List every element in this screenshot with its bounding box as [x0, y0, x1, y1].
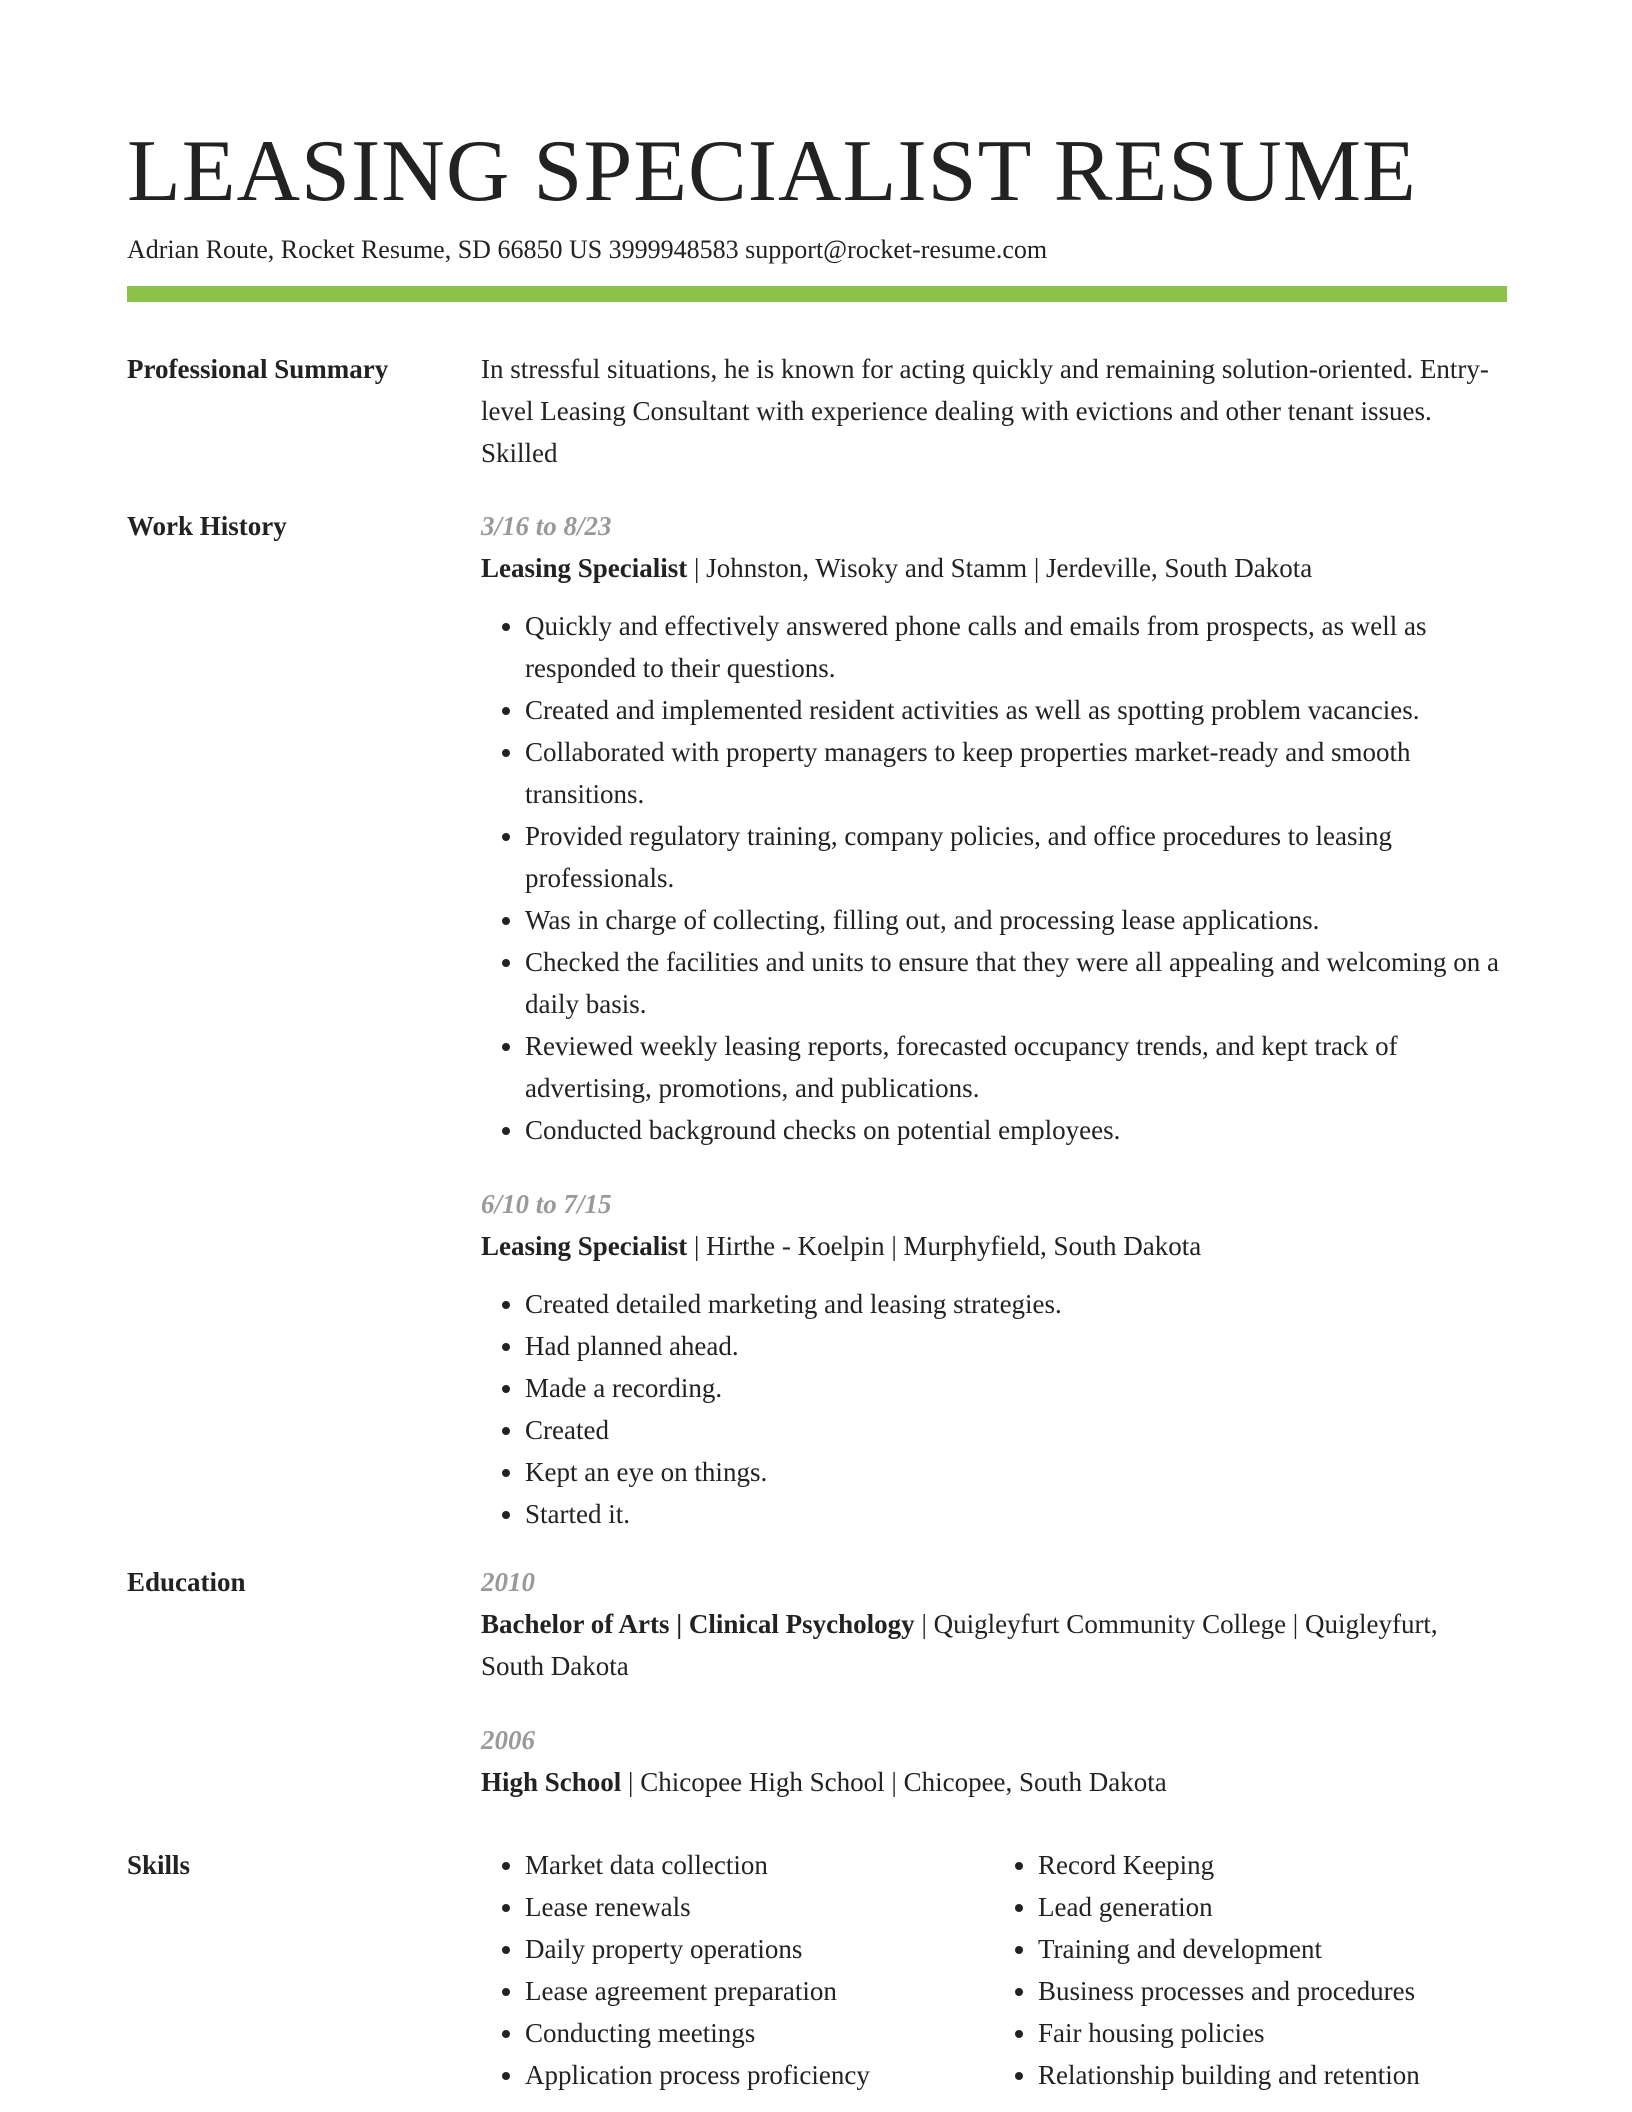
job-bullet: • Quickly and effectively answered phone calls and emails from prospects, as well as responded to their questions. — [525, 605, 1507, 689]
job-bullet: • Had planned ahead. — [525, 1325, 1507, 1367]
skill-item: • Market data collection — [525, 1844, 994, 1886]
job-bullet: • Created and implemented resident activities as well as spotting problem vacancies. — [525, 689, 1507, 731]
job-bullets — [481, 605, 1507, 1151]
job-bullet: • Checked the facilities and units to ensure that they were all appealing and welcoming on a daily basis. — [525, 941, 1507, 1025]
skill-item: • Relationship building and retention — [1038, 2054, 1507, 2096]
skill-item: • Lease agreement preparation — [525, 1970, 994, 2012]
work-history-body — [481, 505, 1507, 1535]
header-divider — [127, 286, 1507, 302]
education-line — [481, 1603, 1507, 1687]
contact-line: Adrian Route, Rocket Resume, SD 66850 US 3999948583 support@rocket-resume.com — [127, 235, 1048, 264]
skills-list-right — [994, 1844, 1507, 2096]
job-role-line — [481, 547, 1507, 589]
job-entry — [481, 1183, 1507, 1535]
job-dates: 6/10 to 7/15 — [481, 1189, 612, 1219]
summary-label: Professional Summary — [127, 354, 389, 384]
job-entry — [481, 505, 1507, 1151]
education-degree: High School — [481, 1767, 622, 1797]
work-history-label: Work History — [127, 511, 287, 541]
education-entry — [481, 1561, 1507, 1687]
education-entry — [481, 1719, 1507, 1803]
job-bullet: • Created detailed marketing and leasing strategies. — [525, 1283, 1507, 1325]
skill-item: • Lead generation — [1038, 1886, 1507, 1928]
education-year: 2006 — [481, 1725, 535, 1755]
job-bullets — [481, 1283, 1507, 1535]
job-bullet: • Started it. — [525, 1493, 1507, 1535]
job-bullet: • Created — [525, 1409, 1507, 1451]
skill-item: • Fair housing policies — [1038, 2012, 1507, 2054]
education-degree: Bachelor of Arts | Clinical Psychology — [481, 1609, 915, 1639]
skills-list-left — [481, 1844, 994, 2096]
job-bullet: • Made a recording. — [525, 1367, 1507, 1409]
skills-label: Skills — [127, 1850, 191, 1880]
skill-item: • Record Keeping — [1038, 1844, 1507, 1886]
job-title: Leasing Specialist — [481, 553, 688, 583]
skill-item: • Lease renewals — [525, 1886, 994, 1928]
education-year: 2010 — [481, 1567, 535, 1597]
skills-columns — [481, 1844, 1507, 2096]
skill-item: • Business processes and procedures — [1038, 1970, 1507, 2012]
education-details: | Quigleyfurt Community College | Quigleyfurt, South Dakota — [481, 1609, 1438, 1681]
education-body — [481, 1561, 1507, 1803]
job-bullet: • Reviewed weekly leasing reports, forecasted occupancy trends, and kept track of advertising, promotions, and publications. — [525, 1025, 1507, 1109]
job-bullet: • Was in charge of collecting, filling out, and processing lease applications. — [525, 899, 1507, 941]
job-bullet: • Collaborated with property managers to keep properties market-ready and smooth transitions. — [525, 731, 1507, 815]
job-dates: 3/16 to 8/23 — [481, 511, 612, 541]
job-details: | Hirthe - Koelpin | Murphyfield, South Dakota — [687, 1231, 1202, 1261]
resume-title: LEASING SPECIALIST RESUME — [127, 123, 1417, 220]
skill-item: • Daily property operations — [525, 1928, 994, 1970]
education-label: Education — [127, 1567, 246, 1597]
job-role-line — [481, 1225, 1507, 1267]
job-bullet: • Conducted background checks on potential employees. — [525, 1109, 1507, 1151]
job-bullet: • Provided regulatory training, company policies, and office procedures to leasing professionals. — [525, 815, 1507, 899]
skill-item: • Training and development — [1038, 1928, 1507, 1970]
skill-item: • Conducting meetings — [525, 2012, 994, 2054]
job-title: Leasing Specialist — [481, 1231, 688, 1261]
education-details: | Chicopee High School | Chicopee, South Dakota — [621, 1767, 1167, 1797]
job-bullet: • Kept an eye on things. — [525, 1451, 1507, 1493]
skills-body — [481, 1844, 1507, 2096]
job-details: | Johnston, Wisoky and Stamm | Jerdeville, South Dakota — [687, 553, 1313, 583]
skill-item: • Application process proficiency — [525, 2054, 994, 2096]
education-line — [481, 1761, 1507, 1803]
summary-text: In stressful situations, he is known for acting quickly and remaining solution-oriented. Entry-level Leasing Consultant with experience dealing with evictions and other tenant issues. Skilled — [481, 354, 1489, 468]
